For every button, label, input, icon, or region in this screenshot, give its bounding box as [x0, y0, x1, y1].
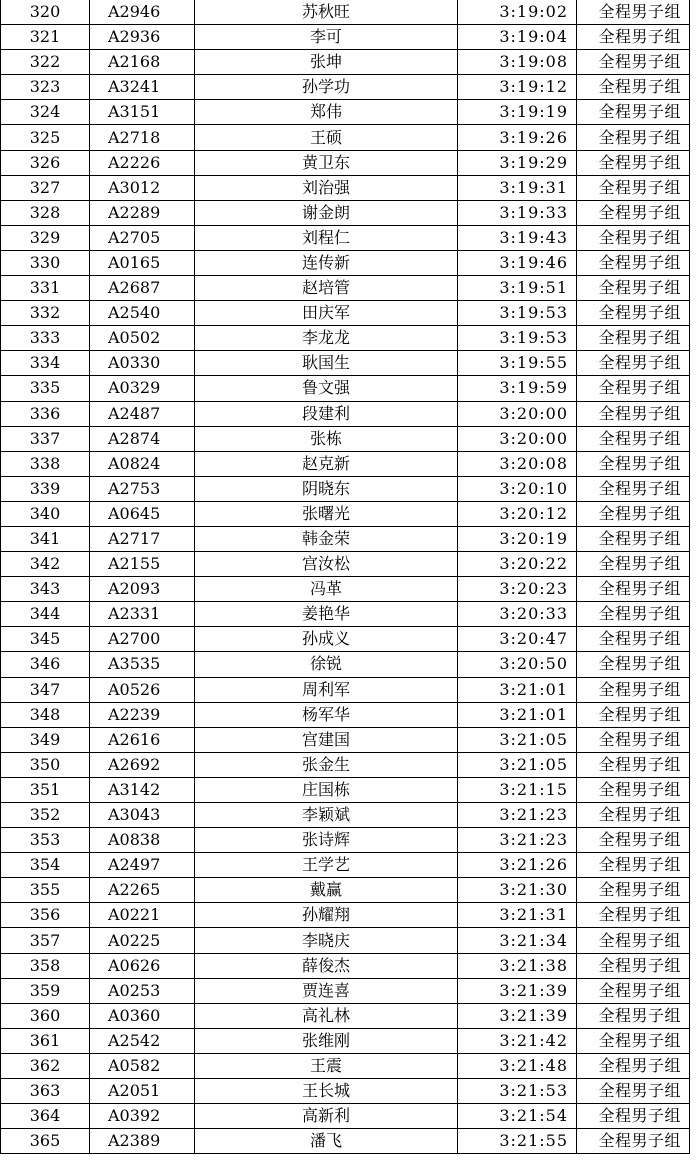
table-row: [1, 702, 690, 727]
name-cell: 黄卫东: [195, 150, 458, 175]
name-cell: 鲁文强: [195, 376, 458, 401]
name-cell: 贾连喜: [195, 978, 458, 1003]
table-row: [1, 175, 690, 200]
group-cell: 全程男子组: [577, 1079, 690, 1104]
time-cell: 3:19:31: [458, 175, 577, 200]
name-cell: 王长城: [195, 1079, 458, 1104]
group-cell: 全程男子组: [577, 426, 690, 451]
rank-cell: 321: [1, 25, 90, 50]
time-cell: 3:21:34: [458, 928, 577, 953]
rank-cell: 357: [1, 928, 90, 953]
table-row: [1, 125, 690, 150]
rank-cell: 362: [1, 1053, 90, 1078]
rank-cell: 363: [1, 1079, 90, 1104]
time-cell: 3:21:42: [458, 1028, 577, 1053]
table-row: [1, 250, 690, 275]
group-cell: 全程男子组: [577, 803, 690, 828]
table-row: [1, 351, 690, 376]
table-row: [1, 1104, 690, 1129]
rank-cell: 358: [1, 953, 90, 978]
time-cell: 3:20:19: [458, 526, 577, 551]
table-row: [1, 501, 690, 526]
name-cell: 苏秋旺: [195, 0, 458, 25]
rank-cell: 340: [1, 501, 90, 526]
table-row: [1, 627, 690, 652]
rank-cell: 329: [1, 225, 90, 250]
bib-cell: A0526: [90, 677, 195, 702]
table-row: [1, 677, 690, 702]
time-cell: 3:21:26: [458, 853, 577, 878]
rank-cell: 360: [1, 1003, 90, 1028]
table-row: [1, 150, 690, 175]
bib-cell: A2542: [90, 1028, 195, 1053]
table-row: [1, 978, 690, 1003]
bib-cell: A0626: [90, 953, 195, 978]
group-cell: 全程男子组: [577, 250, 690, 275]
name-cell: 宫汝松: [195, 552, 458, 577]
table-row: [1, 1053, 690, 1078]
bib-cell: A0360: [90, 1003, 195, 1028]
name-cell: 连传新: [195, 250, 458, 275]
table-row: [1, 100, 690, 125]
group-cell: 全程男子组: [577, 75, 690, 100]
bib-cell: A3012: [90, 175, 195, 200]
results-table-body: [1, 0, 690, 1154]
group-cell: 全程男子组: [577, 501, 690, 526]
rank-cell: 352: [1, 803, 90, 828]
group-cell: 全程男子组: [577, 777, 690, 802]
table-row: [1, 276, 690, 301]
table-row: [1, 476, 690, 501]
table-row: [1, 1079, 690, 1104]
bib-cell: A2093: [90, 577, 195, 602]
name-cell: 阴晓东: [195, 476, 458, 501]
bib-cell: A3151: [90, 100, 195, 125]
bib-cell: A2168: [90, 50, 195, 75]
time-cell: 3:21:38: [458, 953, 577, 978]
bib-cell: A0225: [90, 928, 195, 953]
table-row: [1, 50, 690, 75]
group-cell: 全程男子组: [577, 25, 690, 50]
name-cell: 王震: [195, 1053, 458, 1078]
time-cell: 3:19:08: [458, 50, 577, 75]
time-cell: 3:19:12: [458, 75, 577, 100]
name-cell: 段建利: [195, 401, 458, 426]
bib-cell: A0165: [90, 250, 195, 275]
name-cell: 谢金朗: [195, 200, 458, 225]
table-row: [1, 777, 690, 802]
bib-cell: A2389: [90, 1129, 195, 1154]
group-cell: 全程男子组: [577, 752, 690, 777]
bib-cell: A2239: [90, 702, 195, 727]
table-row: [1, 301, 690, 326]
rank-cell: 322: [1, 50, 90, 75]
rank-cell: 328: [1, 200, 90, 225]
rank-cell: 325: [1, 125, 90, 150]
table-row: [1, 953, 690, 978]
bib-cell: A3535: [90, 652, 195, 677]
rank-cell: 339: [1, 476, 90, 501]
group-cell: 全程男子组: [577, 401, 690, 426]
table-row: [1, 828, 690, 853]
rank-cell: 335: [1, 376, 90, 401]
name-cell: 张曙光: [195, 501, 458, 526]
rank-cell: 347: [1, 677, 90, 702]
table-row: [1, 225, 690, 250]
rank-cell: 330: [1, 250, 90, 275]
bib-cell: A2946: [90, 0, 195, 25]
name-cell: 徐锐: [195, 652, 458, 677]
name-cell: 张诗辉: [195, 828, 458, 853]
rank-cell: 338: [1, 451, 90, 476]
name-cell: 宫建国: [195, 727, 458, 752]
name-cell: 耿国生: [195, 351, 458, 376]
bib-cell: A2687: [90, 276, 195, 301]
bib-cell: A2265: [90, 878, 195, 903]
time-cell: 3:19:51: [458, 276, 577, 301]
table-row: [1, 878, 690, 903]
table-row: [1, 526, 690, 551]
name-cell: 李颖斌: [195, 803, 458, 828]
time-cell: 3:21:01: [458, 702, 577, 727]
rank-cell: 334: [1, 351, 90, 376]
group-cell: 全程男子组: [577, 903, 690, 928]
name-cell: 刘程仁: [195, 225, 458, 250]
rank-cell: 354: [1, 853, 90, 878]
name-cell: 周利军: [195, 677, 458, 702]
rank-cell: 333: [1, 326, 90, 351]
bib-cell: A3142: [90, 777, 195, 802]
time-cell: 3:20:08: [458, 451, 577, 476]
rank-cell: 326: [1, 150, 90, 175]
table-row: [1, 326, 690, 351]
group-cell: 全程男子组: [577, 526, 690, 551]
rank-cell: 327: [1, 175, 90, 200]
rank-cell: 349: [1, 727, 90, 752]
time-cell: 3:20:50: [458, 652, 577, 677]
bib-cell: A2718: [90, 125, 195, 150]
group-cell: 全程男子组: [577, 853, 690, 878]
bib-cell: A2874: [90, 426, 195, 451]
group-cell: 全程男子组: [577, 175, 690, 200]
time-cell: 3:20:22: [458, 552, 577, 577]
group-cell: 全程男子组: [577, 878, 690, 903]
group-cell: 全程男子组: [577, 552, 690, 577]
name-cell: 薛俊杰: [195, 953, 458, 978]
name-cell: 赵克新: [195, 451, 458, 476]
time-cell: 3:21:53: [458, 1079, 577, 1104]
group-cell: 全程男子组: [577, 476, 690, 501]
time-cell: 3:21:01: [458, 677, 577, 702]
name-cell: 高新利: [195, 1104, 458, 1129]
table-row: [1, 577, 690, 602]
time-cell: 3:21:54: [458, 1104, 577, 1129]
rank-cell: 323: [1, 75, 90, 100]
rank-cell: 353: [1, 828, 90, 853]
table-row: [1, 426, 690, 451]
time-cell: 3:21:05: [458, 727, 577, 752]
time-cell: 3:20:47: [458, 627, 577, 652]
time-cell: 3:19:43: [458, 225, 577, 250]
time-cell: 3:19:55: [458, 351, 577, 376]
rank-cell: 348: [1, 702, 90, 727]
table-row: [1, 803, 690, 828]
rank-cell: 361: [1, 1028, 90, 1053]
rank-cell: 365: [1, 1129, 90, 1154]
name-cell: 王学艺: [195, 853, 458, 878]
group-cell: 全程男子组: [577, 978, 690, 1003]
bib-cell: A2540: [90, 301, 195, 326]
name-cell: 张维刚: [195, 1028, 458, 1053]
rank-cell: 359: [1, 978, 90, 1003]
group-cell: 全程男子组: [577, 1104, 690, 1129]
name-cell: 冯革: [195, 577, 458, 602]
time-cell: 3:21:23: [458, 828, 577, 853]
table-row: [1, 0, 690, 25]
group-cell: 全程男子组: [577, 577, 690, 602]
rank-cell: 342: [1, 552, 90, 577]
bib-cell: A2700: [90, 627, 195, 652]
bib-cell: A2705: [90, 225, 195, 250]
table-row: [1, 903, 690, 928]
group-cell: 全程男子组: [577, 200, 690, 225]
bib-cell: A0221: [90, 903, 195, 928]
group-cell: 全程男子组: [577, 677, 690, 702]
rank-cell: 337: [1, 426, 90, 451]
time-cell: 3:20:00: [458, 401, 577, 426]
table-row: [1, 602, 690, 627]
rank-cell: 343: [1, 577, 90, 602]
bib-cell: A2331: [90, 602, 195, 627]
name-cell: 姜艳华: [195, 602, 458, 627]
time-cell: 3:21:55: [458, 1129, 577, 1154]
time-cell: 3:20:23: [458, 577, 577, 602]
bib-cell: A2616: [90, 727, 195, 752]
bib-cell: A0838: [90, 828, 195, 853]
table-row: [1, 1129, 690, 1154]
time-cell: 3:19:59: [458, 376, 577, 401]
group-cell: 全程男子组: [577, 100, 690, 125]
rank-cell: 320: [1, 0, 90, 25]
time-cell: 3:19:33: [458, 200, 577, 225]
bib-cell: A0502: [90, 326, 195, 351]
bib-cell: A2155: [90, 552, 195, 577]
time-cell: 3:21:39: [458, 1003, 577, 1028]
rank-cell: 345: [1, 627, 90, 652]
time-cell: 3:21:23: [458, 803, 577, 828]
table-row: [1, 401, 690, 426]
group-cell: 全程男子组: [577, 1003, 690, 1028]
bib-cell: A2289: [90, 200, 195, 225]
group-cell: 全程男子组: [577, 602, 690, 627]
group-cell: 全程男子组: [577, 702, 690, 727]
name-cell: 杨军华: [195, 702, 458, 727]
bib-cell: A2753: [90, 476, 195, 501]
bib-cell: A2936: [90, 25, 195, 50]
time-cell: 3:21:30: [458, 878, 577, 903]
group-cell: 全程男子组: [577, 376, 690, 401]
bib-cell: A2487: [90, 401, 195, 426]
group-cell: 全程男子组: [577, 301, 690, 326]
name-cell: 赵培管: [195, 276, 458, 301]
bib-cell: A0392: [90, 1104, 195, 1129]
table-row: [1, 552, 690, 577]
name-cell: 田庆军: [195, 301, 458, 326]
table-row: [1, 727, 690, 752]
group-cell: 全程男子组: [577, 953, 690, 978]
bib-cell: A0253: [90, 978, 195, 1003]
bib-cell: A2051: [90, 1079, 195, 1104]
time-cell: 3:19:53: [458, 301, 577, 326]
bib-cell: A3043: [90, 803, 195, 828]
time-cell: 3:21:05: [458, 752, 577, 777]
table-row: [1, 1028, 690, 1053]
rank-cell: 351: [1, 777, 90, 802]
rank-cell: 350: [1, 752, 90, 777]
table-row: [1, 25, 690, 50]
name-cell: 高礼林: [195, 1003, 458, 1028]
group-cell: 全程男子组: [577, 0, 690, 25]
group-cell: 全程男子组: [577, 451, 690, 476]
bib-cell: A0330: [90, 351, 195, 376]
time-cell: 3:21:31: [458, 903, 577, 928]
bib-cell: A2692: [90, 752, 195, 777]
name-cell: 张金生: [195, 752, 458, 777]
name-cell: 潘飞: [195, 1129, 458, 1154]
bib-cell: A3241: [90, 75, 195, 100]
name-cell: 孙成义: [195, 627, 458, 652]
rank-cell: 331: [1, 276, 90, 301]
group-cell: 全程男子组: [577, 828, 690, 853]
bib-cell: A0329: [90, 376, 195, 401]
group-cell: 全程男子组: [577, 627, 690, 652]
name-cell: 张栋: [195, 426, 458, 451]
time-cell: 3:19:46: [458, 250, 577, 275]
table-row: [1, 1003, 690, 1028]
name-cell: 韩金荣: [195, 526, 458, 551]
rank-cell: 344: [1, 602, 90, 627]
table-row: [1, 853, 690, 878]
group-cell: 全程男子组: [577, 150, 690, 175]
rank-cell: 332: [1, 301, 90, 326]
bib-cell: A2226: [90, 150, 195, 175]
name-cell: 孙耀翔: [195, 903, 458, 928]
time-cell: 3:21:39: [458, 978, 577, 1003]
group-cell: 全程男子组: [577, 225, 690, 250]
group-cell: 全程男子组: [577, 928, 690, 953]
table-row: [1, 376, 690, 401]
table-row: [1, 652, 690, 677]
bib-cell: A0582: [90, 1053, 195, 1078]
group-cell: 全程男子组: [577, 1053, 690, 1078]
group-cell: 全程男子组: [577, 351, 690, 376]
group-cell: 全程男子组: [577, 125, 690, 150]
time-cell: 3:20:12: [458, 501, 577, 526]
name-cell: 李龙龙: [195, 326, 458, 351]
table-row: [1, 752, 690, 777]
name-cell: 张坤: [195, 50, 458, 75]
time-cell: 3:19:04: [458, 25, 577, 50]
rank-cell: 364: [1, 1104, 90, 1129]
bib-cell: A2497: [90, 853, 195, 878]
name-cell: 王硕: [195, 125, 458, 150]
group-cell: 全程男子组: [577, 1028, 690, 1053]
bib-cell: A2717: [90, 526, 195, 551]
time-cell: 3:20:33: [458, 602, 577, 627]
name-cell: 李晓庆: [195, 928, 458, 953]
name-cell: 郑伟: [195, 100, 458, 125]
group-cell: 全程男子组: [577, 276, 690, 301]
group-cell: 全程男子组: [577, 1129, 690, 1154]
time-cell: 3:21:48: [458, 1053, 577, 1078]
table-row: [1, 75, 690, 100]
rank-cell: 341: [1, 526, 90, 551]
table-row: [1, 200, 690, 225]
table-row: [1, 451, 690, 476]
rank-cell: 346: [1, 652, 90, 677]
group-cell: 全程男子组: [577, 326, 690, 351]
name-cell: 戴赢: [195, 878, 458, 903]
time-cell: 3:19:53: [458, 326, 577, 351]
time-cell: 3:19:29: [458, 150, 577, 175]
name-cell: 孙学功: [195, 75, 458, 100]
time-cell: 3:20:00: [458, 426, 577, 451]
time-cell: 3:19:26: [458, 125, 577, 150]
rank-cell: 356: [1, 903, 90, 928]
rank-cell: 355: [1, 878, 90, 903]
time-cell: 3:19:19: [458, 100, 577, 125]
group-cell: 全程男子组: [577, 50, 690, 75]
time-cell: 3:19:02: [458, 0, 577, 25]
bib-cell: A0824: [90, 451, 195, 476]
rank-cell: 324: [1, 100, 90, 125]
time-cell: 3:20:10: [458, 476, 577, 501]
name-cell: 李可: [195, 25, 458, 50]
rank-cell: 336: [1, 401, 90, 426]
name-cell: 庄国栋: [195, 777, 458, 802]
table-row: [1, 928, 690, 953]
name-cell: 刘治强: [195, 175, 458, 200]
bib-cell: A0645: [90, 501, 195, 526]
time-cell: 3:21:15: [458, 777, 577, 802]
group-cell: 全程男子组: [577, 652, 690, 677]
group-cell: 全程男子组: [577, 727, 690, 752]
